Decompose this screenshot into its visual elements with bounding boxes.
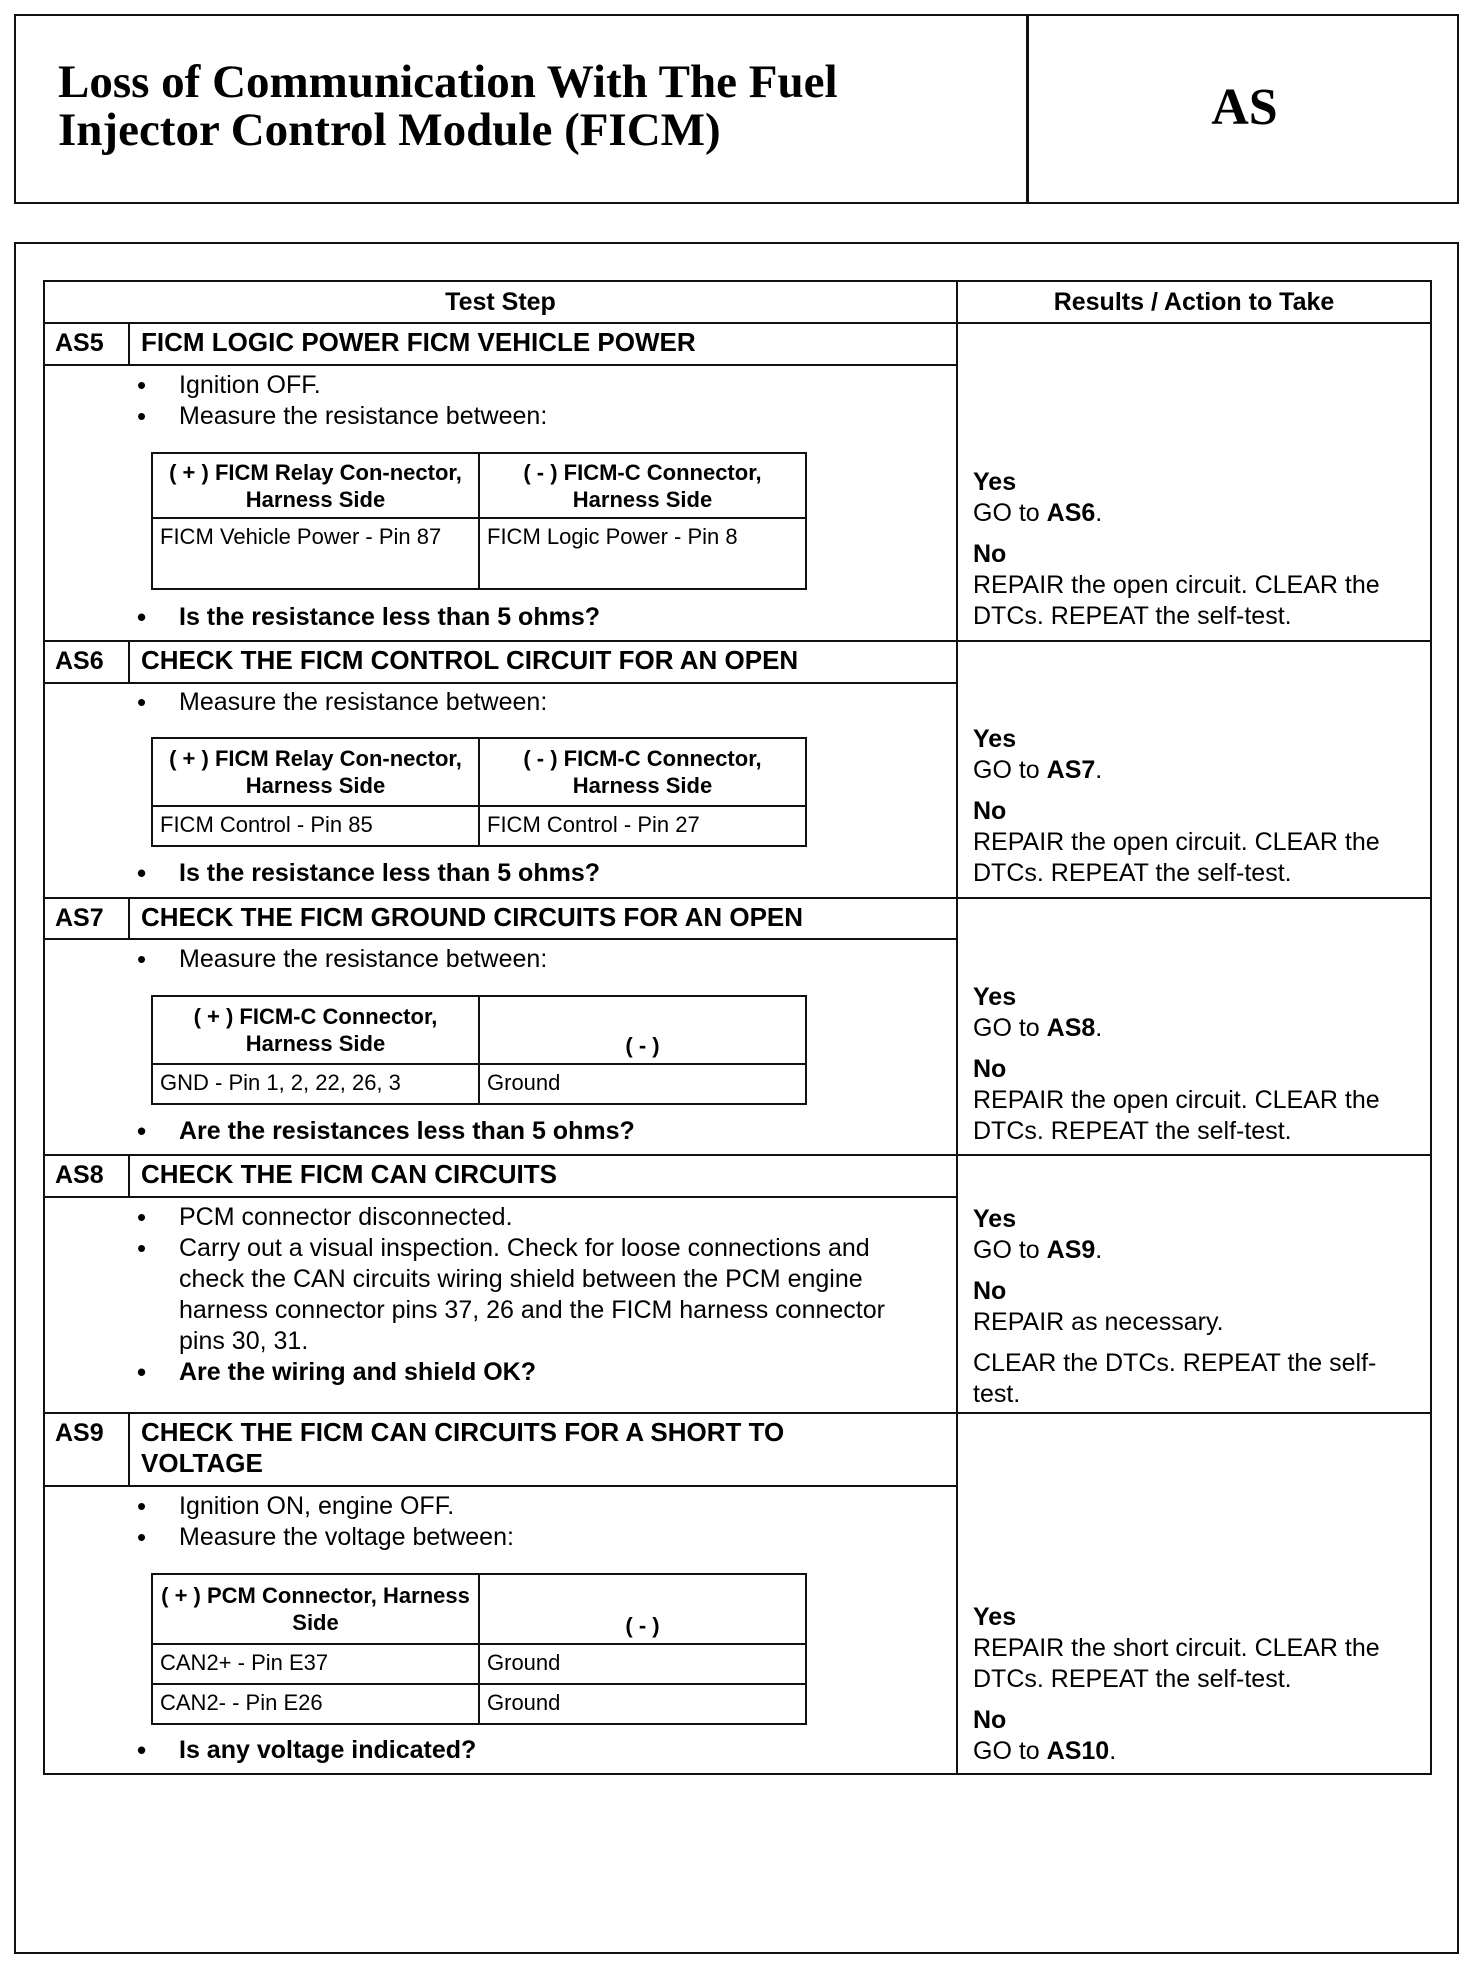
result-block — [973, 1602, 1403, 1767]
bullet: • Ignition ON, engine OFF. — [137, 1491, 937, 1522]
step-title: FICM LOGIC POWER FICM VEHICLE POWER — [141, 327, 696, 357]
id-divider — [128, 897, 130, 938]
measurement-cell: FICM Control - Pin 85 — [152, 806, 479, 846]
no-label: No — [973, 1277, 1007, 1305]
yes-label: Yes — [973, 1205, 1017, 1233]
no-action: REPAIR the open circuit. CLEAR the DTCs. REPEAT the self-test. — [973, 828, 1380, 887]
step-bullets — [137, 1202, 937, 1388]
id-divider — [128, 322, 130, 364]
step-id: AS9 — [55, 1419, 104, 1447]
measurement-cell: Ground — [479, 1684, 806, 1724]
measurement-header: ( + ) PCM Connector, Harness Side — [152, 1574, 479, 1644]
step-question — [137, 1735, 937, 1766]
measurement-cell: GND - Pin 1, 2, 22, 26, 3 — [152, 1064, 479, 1104]
bullet: • Measure the voltage between: — [137, 1522, 937, 1553]
section-code: AS — [1211, 79, 1278, 136]
measurement-cell: CAN2+ - Pin E37 — [152, 1644, 479, 1684]
yes-label: Yes — [973, 725, 1017, 753]
column-header-results: Results / Action to Take — [1053, 288, 1335, 316]
row-rule — [45, 1154, 1430, 1156]
measurement-table — [151, 1573, 807, 1725]
step-bullets — [137, 687, 937, 718]
no-action: REPAIR the open circuit. CLEAR the DTCs. REPEAT the self-test. — [973, 571, 1380, 630]
title-rule — [45, 938, 956, 940]
yes-action: GO to AS8. — [973, 1014, 1103, 1042]
no-action: GO to AS10. — [973, 1737, 1117, 1765]
result-block — [973, 467, 1403, 632]
column-divider — [956, 282, 958, 1773]
yes-action: GO to AS6. — [973, 499, 1103, 527]
step-question — [137, 1116, 937, 1147]
measurement-cell: FICM Vehicle Power - Pin 87 — [152, 518, 479, 589]
goto-step: AS10 — [1046, 1737, 1110, 1765]
column-header-test-step: Test Step — [445, 288, 556, 316]
measurement-table — [151, 452, 807, 590]
step-id: AS7 — [55, 904, 104, 932]
test-step-table — [43, 280, 1432, 1775]
bullet: • Measure the resistance between: — [137, 944, 937, 975]
question: • Is the resistance less than 5 ohms? — [137, 602, 937, 633]
step-bullets — [137, 1491, 937, 1553]
id-divider — [128, 1412, 130, 1485]
title-rule — [45, 1485, 956, 1487]
goto-step: AS9 — [1046, 1236, 1096, 1264]
step-id: AS5 — [55, 329, 104, 357]
question: • Is any voltage indicated? — [137, 1735, 937, 1766]
title-rule — [45, 364, 956, 366]
bullet: • Carry out a visual inspection. Check for loose connections and check the CAN circuits wiring shield between the PCM engine harness connector pins 37, 26 and the FICM harness connector pins 30, 31. — [137, 1233, 937, 1357]
bullet: • Measure the resistance between: — [137, 687, 937, 718]
result-block — [973, 724, 1403, 889]
step-id: AS6 — [55, 647, 104, 675]
goto-step: AS7 — [1046, 756, 1096, 784]
yes-action: GO to AS9. — [973, 1236, 1103, 1264]
yes-action: REPAIR the short circuit. CLEAR the DTCs. REPEAT the self-test. — [973, 1634, 1380, 1693]
step-title: CHECK THE FICM CAN CIRCUITS FOR A SHORT TO VOLTAGE — [141, 1417, 785, 1478]
measurement-header: ( + ) FICM-C Connector, Harness Side — [152, 996, 479, 1064]
row-rule — [45, 1412, 1430, 1414]
measurement-header: ( - ) FICM-C Connector, Harness Side — [479, 738, 806, 806]
step-question — [137, 602, 937, 633]
no-label: No — [973, 797, 1007, 825]
result-block — [973, 1204, 1403, 1410]
row-rule — [45, 640, 1430, 642]
step-title: CHECK THE FICM CAN CIRCUITS — [141, 1159, 557, 1189]
step-bullets — [137, 944, 937, 975]
measurement-cell: FICM Control - Pin 27 — [479, 806, 806, 846]
measurement-cell: CAN2- - Pin E26 — [152, 1684, 479, 1724]
measurement-cell: Ground — [479, 1644, 806, 1684]
measurement-table — [151, 737, 807, 847]
no-action: REPAIR the open circuit. CLEAR the DTCs. REPEAT the self-test. — [973, 1086, 1380, 1145]
yes-action: GO to AS7. — [973, 756, 1103, 784]
step-question — [137, 858, 937, 889]
no-action: REPAIR as necessary. — [973, 1308, 1224, 1336]
measurement-table — [151, 995, 807, 1105]
bullet: • PCM connector disconnected. — [137, 1202, 937, 1233]
question: • Are the resistances less than 5 ohms? — [137, 1116, 937, 1147]
header-divider — [1026, 14, 1029, 204]
bullet: • Measure the resistance between: — [137, 401, 937, 432]
step-title: CHECK THE FICM GROUND CIRCUITS FOR AN OPEN — [141, 902, 804, 932]
id-divider — [128, 640, 130, 682]
id-divider — [128, 1154, 130, 1196]
title-rule — [45, 1196, 956, 1198]
step-id: AS8 — [55, 1161, 104, 1189]
measurement-cell: Ground — [479, 1064, 806, 1104]
bullet: • Ignition OFF. — [137, 370, 937, 401]
measurement-header: ( + ) FICM Relay Con-nector, Harness Side — [152, 453, 479, 518]
page-title: Loss of Communication With The Fuel Injector Control Module (FICM) — [58, 56, 838, 156]
step-bullets — [137, 370, 937, 432]
no-label: No — [973, 540, 1007, 568]
no-label: No — [973, 1706, 1007, 1734]
result-block — [973, 982, 1403, 1147]
goto-step: AS8 — [1046, 1014, 1096, 1042]
measurement-header: ( - ) — [479, 1574, 806, 1644]
goto-step: AS6 — [1046, 499, 1096, 527]
yes-label: Yes — [973, 468, 1017, 496]
step-title: CHECK THE FICM CONTROL CIRCUIT FOR AN OPEN — [141, 645, 799, 675]
header-rule — [45, 322, 1430, 324]
title-rule — [45, 682, 956, 684]
measurement-header: ( + ) FICM Relay Con-nector, Harness Side — [152, 738, 479, 806]
question: • Are the wiring and shield OK? — [137, 1357, 937, 1388]
measurement-header: ( - ) — [479, 996, 806, 1064]
no-label: No — [973, 1055, 1007, 1083]
yes-label: Yes — [973, 1603, 1017, 1631]
measurement-header: ( - ) FICM-C Connector, Harness Side — [479, 453, 806, 518]
yes-label: Yes — [973, 983, 1017, 1011]
row-rule — [45, 897, 1430, 899]
no-action-followup: CLEAR the DTCs. REPEAT the self-test. — [973, 1349, 1377, 1408]
measurement-cell: FICM Logic Power - Pin 8 — [479, 518, 806, 589]
question: • Is the resistance less than 5 ohms? — [137, 858, 937, 889]
